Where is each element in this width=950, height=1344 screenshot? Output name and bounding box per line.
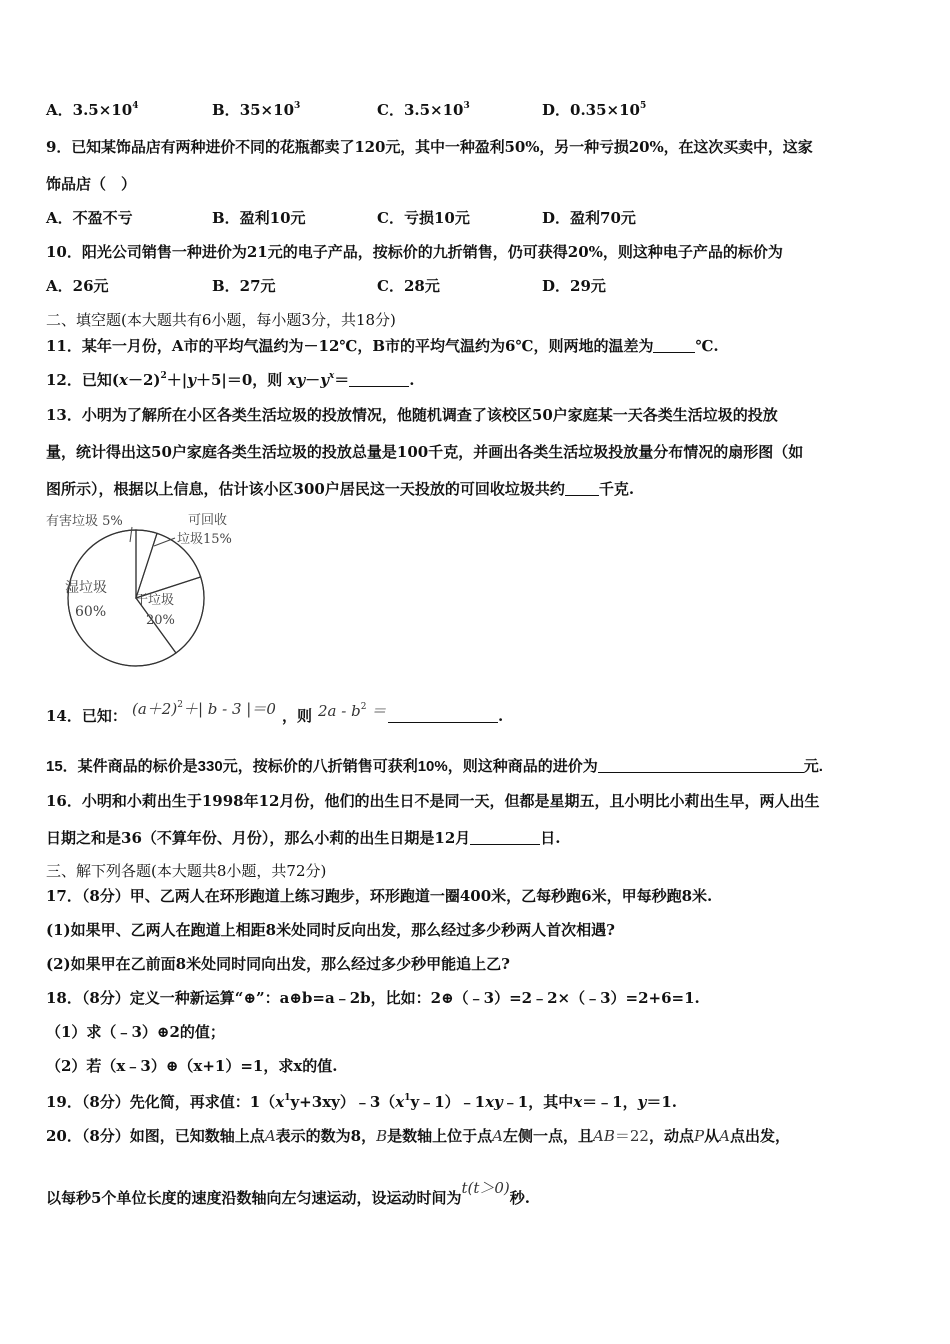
q14-blank [388, 708, 498, 723]
q9-line2: 饰品店（ ） [46, 175, 137, 193]
q12-blank [349, 372, 409, 387]
q18-line2: （1）求（﹣3）⊕2的值； [46, 1023, 225, 1041]
q10-option-d: D．29元 [542, 277, 606, 295]
q10-option-c: C．28元 [377, 277, 440, 295]
q13-line1: 13．小明为了解所在小区各类生活垃圾的投放情况，他随机调查了该校区50户家庭某一天各类生活垃圾的投放 [46, 406, 778, 424]
q15: 15．某件商品的标价是330元，按标价的八折销售可获利10%，则这种商品的进价为 元. [46, 758, 823, 775]
label-dry-1: 干垃圾 [135, 593, 175, 608]
label-dry-2: 20% [146, 613, 175, 628]
q11-blank [653, 338, 695, 353]
q20-line2: 以每秒5个单位长度的速度沿数轴向左匀速运动，设运动时间为t(t＞0)秒. [46, 1179, 530, 1207]
q20-line1: 20．（8分）如图，已知数轴上点A表示的数为8，B是数轴上位于点A左侧一点，且AB＝22，动点P从A点出发， [46, 1127, 790, 1145]
q14: 14．已知： [46, 707, 127, 725]
q16-line2: 日期之和是36（不算年份、月份），那么小莉的出生日期是12月 日. [46, 829, 561, 847]
q14-expression-1: $(a+2)^2+|$ b - 3 |＝0 [132, 700, 276, 718]
label-wet-1: 湿垃圾 [65, 580, 107, 596]
q10-option-b: B．27元 [212, 277, 276, 295]
q17-line2: (1)如果甲、乙两人在跑道上相距8米处同时反向出发，那么经过多少秒两人首次相遇? [46, 921, 615, 939]
q10-option-a: A．26元 [46, 277, 109, 295]
q18-line1: 18．（8分）定义一种新运算“⊕”：a⊕b=a﹣2b，比如：2⊕（﹣3）=2﹣2×（﹣3）=2+6=1. [46, 989, 700, 1007]
q10-line1: 10．阳光公司销售一种进价为21元的电子产品，按标价的九折销售，仍可获得20%，则这种电子产品的标价为 [46, 243, 783, 261]
q13-blank [565, 481, 599, 496]
q14-expression-2: $2a - b^2$ ＝ [318, 702, 387, 720]
q9-line1: 9．已知某饰品店有两种进价不同的花瓶都卖了120元，其中一种盈利50%，另一种亏损20%，在这次买卖中，这家 [46, 138, 813, 156]
q8-option-b: B．$35\times 10^3$ [212, 101, 301, 119]
q15-blank [598, 758, 804, 773]
q14-then: ，则 [282, 707, 313, 725]
q11: 11．某年一月份，A市的平均气温约为－12℃，B市的平均气温约为6℃，则两地的温差为 ℃. [46, 337, 719, 355]
q13-line3: 图所示），根据以上信息，估计该小区300户居民这一天投放的可回收垃圾共约 千克. [46, 480, 635, 498]
label-recyclable-2: 垃圾15% [177, 532, 232, 547]
q9-option-b: B．盈利10元 [212, 209, 306, 227]
label-recyclable-1: 可回收 [188, 513, 228, 528]
q17-line3: (2)如果甲在乙前面8米处同时同向出发，那么经过多少秒甲能追上乙? [46, 955, 510, 973]
q16-line1: 16．小明和小莉出生于1998年12月份，他们的出生日不是同一天，但都是星期五，且小明比小莉出生早，两人出生 [46, 792, 820, 810]
section-3-heading: 三、解下列各题(本大题共8小题，共72分) [46, 862, 327, 880]
q9-option-a: A．不盈不亏 [46, 209, 133, 227]
q12: 12．已知$(x-2)^2+|y+5|=0$，则 $xy-y^x=$ . [46, 371, 415, 389]
q13-line2: 量，统计得出这50户家庭各类生活垃圾的投放总量是100千克，并画出各类生活垃圾投放量分布情况的扇形图（如 [46, 443, 804, 461]
q9-option-c: C．亏损10元 [377, 209, 470, 227]
label-hazardous: 有害垃圾 5% [46, 514, 123, 529]
q19: 19．（8分）先化简，再求值：$1(x^1y+3xy)﹣3(x^1y﹣1)﹣1xy﹣1$，其中x＝﹣1，y＝1. [46, 1093, 677, 1111]
q8-option-a: A．$3.5\times 10^4$ [46, 101, 139, 119]
waste-pie-chart [42, 508, 252, 668]
q8-option-d: D．$0.35\times 10^5$ [542, 101, 647, 119]
q16-blank [470, 830, 540, 845]
section-2-heading: 二、填空题(本大题共有6小题，每小题3分，共18分) [46, 311, 396, 329]
q14-answer: . [388, 706, 503, 726]
label-wet-2: 60% [75, 604, 107, 620]
q9-option-d: D．盈利70元 [542, 209, 636, 227]
q18-line3: （2）若（x﹣3）⊕（x+1）=1，求x的值. [46, 1057, 338, 1075]
q17-line1: 17．（8分）甲、乙两人在环形跑道上练习跑步，环形跑道一圈400米，乙每秒跑6米，甲每秒跑8米. [46, 887, 713, 905]
q8-option-c: C．$3.5\times 10^3$ [377, 101, 470, 119]
